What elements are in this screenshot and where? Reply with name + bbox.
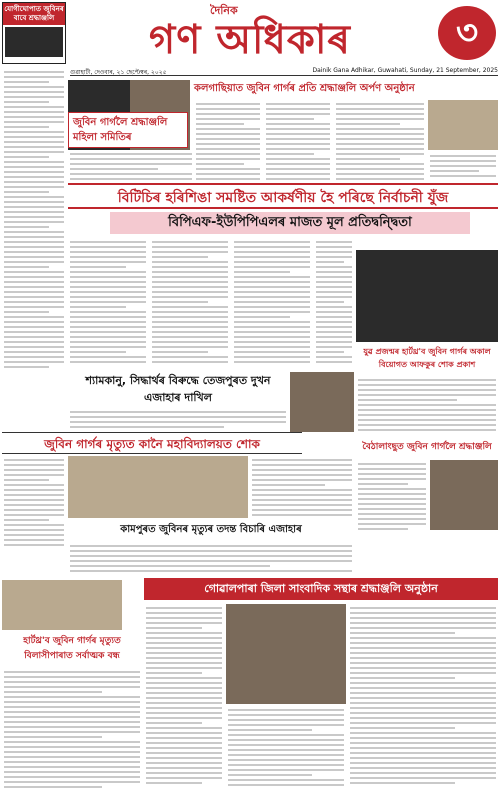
kampur-body <box>68 542 354 572</box>
dateline-right: Dainik Gana Adhikar, Guwahati, Sunday, 21 September, 2025 <box>312 67 498 74</box>
kalgachia-photo <box>428 100 498 150</box>
goalpara-body-col3 <box>348 604 498 792</box>
fir-body <box>68 408 288 432</box>
btc-body-col2 <box>150 238 230 368</box>
kampur-headline: কামপুৰত জুবিনৰ মৃত্যুৰ তদন্ত বিচাৰি এজাহাৰ <box>120 524 302 535</box>
college-photo <box>68 456 248 518</box>
youth-candle-photo <box>356 250 498 342</box>
fir-sidebar-photo <box>290 372 354 432</box>
fir-headline: শ্যামকানু, সিদ্ধাৰ্থৰ বিৰুদ্ধে তেজপুৰত দুখন এজাহাৰ দাখিল <box>85 374 271 404</box>
dateline <box>70 66 498 76</box>
college-body-col2 <box>250 456 354 518</box>
btc-body-col4 <box>314 238 354 368</box>
goalpara-body-col2 <box>226 706 346 792</box>
btc-body-col1 <box>68 238 148 368</box>
btc-headline: বিটিচিৰ হৰিশিঙা সমষ্টিত আকৰ্ষণীয় হৈ পৰিছে নিৰ্বাচনী যুঁজ <box>68 183 498 209</box>
sidebar-photo <box>5 27 63 57</box>
dateline-left: গুৱাহাটী, দেওবাৰ, ২১ ছেপ্টেম্বৰ, ২০২৫ <box>70 69 167 76</box>
masthead <box>70 2 430 64</box>
kalgachia-body-col3 <box>334 100 426 182</box>
masthead-title: গণ অধিকাৰ <box>149 16 351 63</box>
boithalangsu-photo <box>430 460 498 530</box>
boithalangsu-body <box>356 460 428 530</box>
sidebar-column <box>2 68 66 486</box>
boithalangsu-headline: বৈঠালাংছুত জুবিন গাৰ্গলৈ শ্ৰদ্ধাঞ্জলি <box>362 442 492 452</box>
bilasipara-body <box>2 668 142 792</box>
masthead-small-title: দৈনিক <box>210 4 238 17</box>
page-number: ৩ <box>438 6 496 60</box>
kalgachia-headline: কলগাছিয়াত জুবিন গাৰ্গৰ প্ৰতি শ্ৰদ্ধাঞ্জলি অৰ্পণ অনুষ্ঠান <box>194 83 415 94</box>
youth-body <box>356 376 498 432</box>
mahila-body <box>68 150 194 182</box>
goalpara-photo <box>226 604 346 704</box>
goalpara-body-col1 <box>144 604 224 792</box>
college-headline: জুবিন গাৰ্গৰ মৃত্যুত কানৈ মহাবিদ্যালয়ত শোক <box>2 432 302 454</box>
btc-body-col3 <box>232 238 312 368</box>
kalgachia-caption <box>428 152 498 182</box>
youth-headline: যুৱ প্ৰজন্মৰ হাৰ্টথ্ৰ'ব জুবিন গাৰ্গৰ অকাল বিয়োগত আফকুৰ শোক প্ৰকাশ <box>363 347 491 369</box>
bilasipara-headline: হাৰ্টথ্ৰ'ব জুবিন গাৰ্গৰ মৃত্যুত বিলাসীপাৰাত সৰ্বাত্মক বন্ধ <box>23 636 121 661</box>
kalgachia-body-col2 <box>264 100 332 182</box>
zubeen-portrait-photo <box>2 580 122 630</box>
sidebar-title: যোগীঘোপাত জুবিনৰ বাবে শ্ৰদ্ধাঞ্জলি <box>3 3 65 25</box>
btc-subhead: বিপিএফ-ইউপিপিএলৰ মাজত মূল প্ৰতিদ্বন্দ্বিতা <box>110 212 470 234</box>
goalpara-headline: গোৱালপাৰা জিলা সাংবাদিক সন্থাৰ শ্ৰদ্ধাঞ্জলি অনুষ্ঠান <box>144 578 498 600</box>
kalgachia-body-col1 <box>194 100 262 182</box>
college-body-col1 <box>2 456 66 546</box>
sidebar-header-box <box>2 2 66 64</box>
mahila-headline: জুবিন গাৰ্গলৈ শ্ৰদ্ধাঞ্জলি মহিলা সমিতিৰ <box>68 112 188 148</box>
